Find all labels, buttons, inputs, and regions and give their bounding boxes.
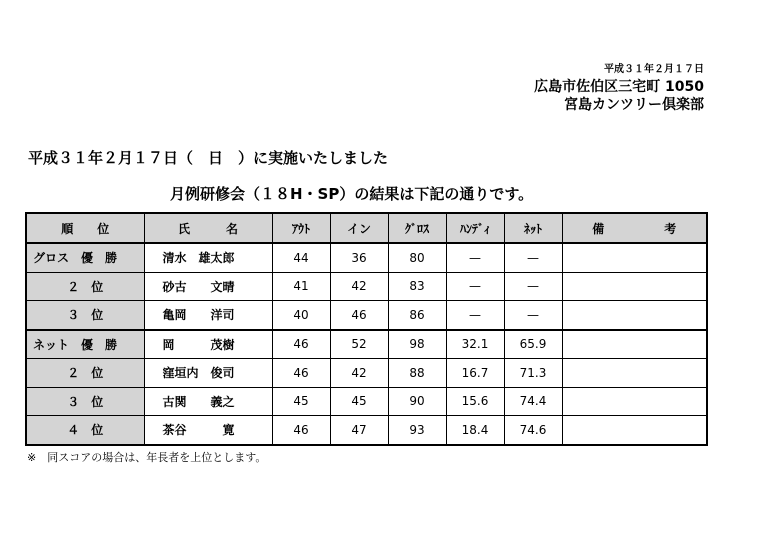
gross-cell: 80	[388, 243, 446, 272]
out-cell: 46	[272, 416, 330, 445]
name-cell: 砂古 文晴	[144, 272, 272, 301]
rank-cell: グロス 優 勝	[26, 243, 144, 272]
intro-text: 平成３１年２月１７日（ 日 ）に実施いたしました	[28, 149, 389, 167]
out-cell: 40	[272, 301, 330, 330]
handicap-cell: —	[446, 243, 504, 272]
net-cell: —	[504, 243, 562, 272]
net-cell: —	[504, 301, 562, 330]
note-cell	[562, 272, 707, 301]
in-cell: 46	[330, 301, 388, 330]
net-cell: 74.4	[504, 387, 562, 416]
column-header-name: 氏 名	[144, 213, 272, 243]
note-cell	[562, 416, 707, 445]
column-header-in: イン	[330, 213, 388, 243]
note-cell	[562, 359, 707, 388]
in-cell: 42	[330, 359, 388, 388]
gross-cell: 98	[388, 330, 446, 359]
header-address-block	[534, 78, 704, 114]
gross-cell: 90	[388, 387, 446, 416]
handicap-cell: —	[446, 272, 504, 301]
gross-cell: 93	[388, 416, 446, 445]
handicap-cell: 16.7	[446, 359, 504, 388]
table-row	[26, 272, 707, 301]
net-cell: —	[504, 272, 562, 301]
table-row	[26, 301, 707, 330]
rank-cell: ４ 位	[26, 416, 144, 445]
note-cell	[562, 243, 707, 272]
out-cell: 44	[272, 243, 330, 272]
column-header-handicap: ﾊﾝﾃﾞｨ	[446, 213, 504, 243]
out-cell: 45	[272, 387, 330, 416]
out-cell: 41	[272, 272, 330, 301]
table-row	[26, 359, 707, 388]
column-header-out: ｱｳﾄ	[272, 213, 330, 243]
in-cell: 52	[330, 330, 388, 359]
table-row	[26, 330, 707, 359]
note-cell	[562, 330, 707, 359]
header-address: 広島市佐伯区三宅町 1050	[534, 79, 704, 95]
net-cell: 74.6	[504, 416, 562, 445]
net-cell: 65.9	[504, 330, 562, 359]
name-cell: 窪垣内 俊司	[144, 359, 272, 388]
handicap-cell: 18.4	[446, 416, 504, 445]
rank-cell: ２ 位	[26, 272, 144, 301]
name-cell: 清水 雄太郎	[144, 243, 272, 272]
footnote: ※ 同スコアの場合は、年長者を上位とします。	[27, 451, 267, 464]
in-cell: 45	[330, 387, 388, 416]
rank-cell: ３ 位	[26, 387, 144, 416]
in-cell: 47	[330, 416, 388, 445]
name-cell: 亀岡 洋司	[144, 301, 272, 330]
column-header-rank: 順 位	[26, 213, 144, 243]
table-row	[26, 387, 707, 416]
header-date: 平成３１年２月１７日	[604, 64, 704, 75]
table-row	[26, 416, 707, 445]
name-cell: 茶谷 寛	[144, 416, 272, 445]
note-cell	[562, 387, 707, 416]
results-subtitle: 月例研修会（１８H・SP）の結果は下記の通りです。	[170, 185, 534, 203]
name-cell: 岡 茂樹	[144, 330, 272, 359]
results-table	[25, 212, 708, 446]
header-club-name: 宮島カンツリー倶楽部	[564, 97, 704, 113]
rank-cell: ３ 位	[26, 301, 144, 330]
name-cell: 古関 義之	[144, 387, 272, 416]
column-header-gross: ｸﾞﾛｽ	[388, 213, 446, 243]
column-header-notes: 備 考	[562, 213, 707, 243]
out-cell: 46	[272, 330, 330, 359]
column-header-net: ﾈｯﾄ	[504, 213, 562, 243]
out-cell: 46	[272, 359, 330, 388]
gross-cell: 88	[388, 359, 446, 388]
in-cell: 42	[330, 272, 388, 301]
handicap-cell: 32.1	[446, 330, 504, 359]
rank-cell: ２ 位	[26, 359, 144, 388]
table-header-row	[26, 213, 707, 243]
gross-cell: 83	[388, 272, 446, 301]
handicap-cell: 15.6	[446, 387, 504, 416]
handicap-cell: —	[446, 301, 504, 330]
table-row	[26, 243, 707, 272]
net-cell: 71.3	[504, 359, 562, 388]
rank-cell: ネット 優 勝	[26, 330, 144, 359]
gross-cell: 86	[388, 301, 446, 330]
note-cell	[562, 301, 707, 330]
in-cell: 36	[330, 243, 388, 272]
